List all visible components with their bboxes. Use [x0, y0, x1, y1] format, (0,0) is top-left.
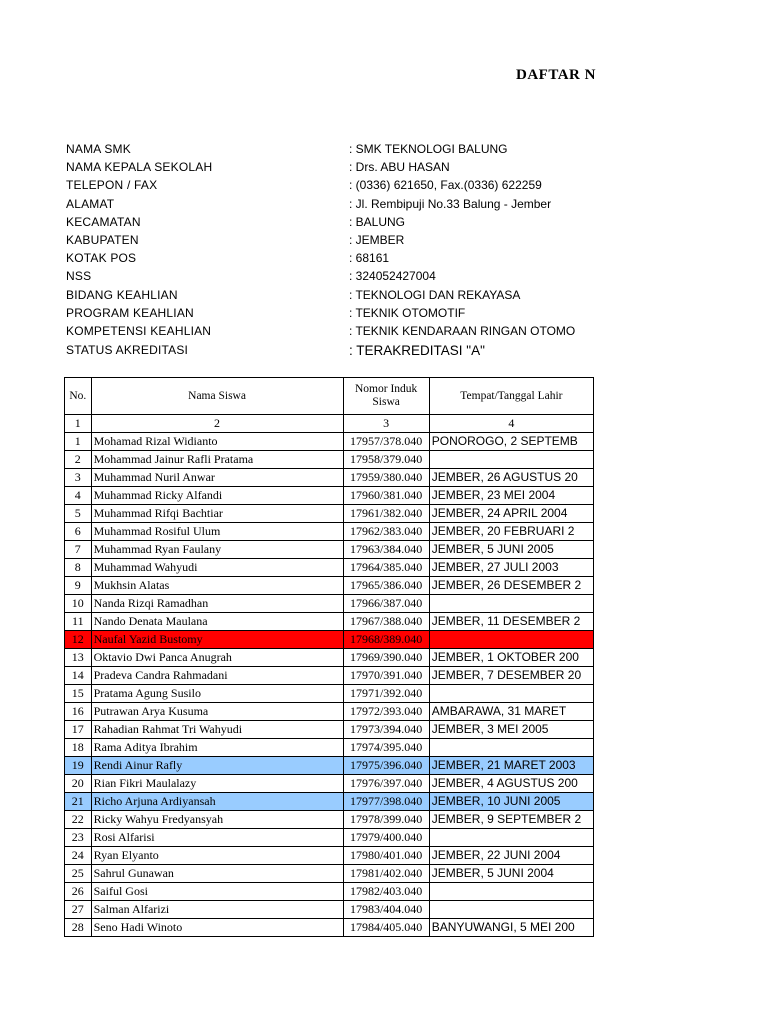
table-row — [65, 433, 594, 451]
cell-tempat-tanggal-lahir: JEMBER, 22 JUNI 2004 — [429, 847, 593, 865]
table-row — [65, 577, 594, 595]
cell-tempat-tanggal-lahir: JEMBER, 7 DESEMBER 20 — [429, 667, 593, 685]
cell-nama-siswa: Pratama Agung Susilo — [91, 685, 343, 703]
cell-nama-siswa: Rian Fikri Maulalazy — [91, 775, 343, 793]
cell-tempat-tanggal-lahir — [429, 829, 593, 847]
cell-nomor-induk: 17964/385.040 — [343, 559, 429, 577]
cell-no: 19 — [65, 757, 92, 775]
info-value: : 324052427004 — [349, 269, 436, 284]
cell-no: 8 — [65, 559, 92, 577]
column-number-row — [65, 415, 594, 433]
table-row — [65, 829, 594, 847]
info-value: : Jl. Rembipuji No.33 Balung - Jember — [349, 196, 552, 211]
cell-nama-siswa: Sahrul Gunawan — [91, 865, 343, 883]
cell-nomor-induk: 17965/386.040 — [343, 577, 429, 595]
cell-nama-siswa: Muhammad Nuril Anwar — [91, 469, 343, 487]
cell-tempat-tanggal-lahir: JEMBER, 3 MEI 2005 — [429, 721, 593, 739]
table-row — [65, 451, 594, 469]
cell-no: 17 — [65, 721, 92, 739]
info-label: KOMPETENSI KEAHLIAN — [66, 324, 212, 338]
cell-nomor-induk: 17973/394.040 — [343, 721, 429, 739]
cell-tempat-tanggal-lahir: JEMBER, 20 FEBRUARI 2 — [429, 523, 593, 541]
info-value: : TERAKREDITASI "A" — [349, 343, 485, 359]
cell-nomor-induk: 17963/384.040 — [343, 541, 429, 559]
table-row — [65, 847, 594, 865]
cell-tempat-tanggal-lahir: PONOROGO, 2 SEPTEMB — [429, 433, 593, 451]
cell-nomor-induk: 17975/396.040 — [343, 757, 429, 775]
cell-nama-siswa: Richo Arjuna Ardiyansah — [91, 793, 343, 811]
cell-nomor-induk: 17968/389.040 — [343, 631, 429, 649]
cell-nama-siswa: Nanda Rizqi Ramadhan — [91, 595, 343, 613]
cell-tempat-tanggal-lahir: JEMBER, 9 SEPTEMBER 2 — [429, 811, 593, 829]
cell-tempat-tanggal-lahir: AMBARAWA, 31 MARET — [429, 703, 593, 721]
info-label: TELEPON / FAX — [66, 178, 158, 193]
cell-no: 4 — [65, 487, 92, 505]
column-number: 1 — [65, 415, 92, 433]
cell-nomor-induk: 17984/405.040 — [343, 919, 429, 937]
cell-nama-siswa: Salman Alfarizi — [91, 901, 343, 919]
info-label: PROGRAM KEAHLIAN — [66, 305, 194, 320]
cell-tempat-tanggal-lahir — [429, 901, 593, 919]
cell-nomor-induk: 17969/390.040 — [343, 649, 429, 667]
cell-nomor-induk: 17962/383.040 — [343, 523, 429, 541]
table-row — [65, 775, 594, 793]
table-header-row — [65, 378, 594, 415]
cell-nama-siswa: Oktavio Dwi Panca Anugrah — [91, 649, 343, 667]
cell-nama-siswa: Ryan Elyanto — [91, 847, 343, 865]
cell-no: 12 — [65, 631, 92, 649]
cell-no: 26 — [65, 883, 92, 901]
table-row — [65, 865, 594, 883]
header-nomor-induk: Nomor Induk Siswa — [343, 378, 429, 415]
cell-no: 7 — [65, 541, 92, 559]
cell-nama-siswa: Nando Denata Maulana — [91, 613, 343, 631]
cell-tempat-tanggal-lahir: JEMBER, 21 MARET 2003 — [429, 757, 593, 775]
cell-no: 5 — [65, 505, 92, 523]
cell-no: 28 — [65, 919, 92, 937]
cell-nomor-induk: 17966/387.040 — [343, 595, 429, 613]
table-row — [65, 739, 594, 757]
cell-nama-siswa: Rahadian Rahmat Tri Wahyudi — [91, 721, 343, 739]
cell-tempat-tanggal-lahir: JEMBER, 1 OKTOBER 200 — [429, 649, 593, 667]
cell-tempat-tanggal-lahir: JEMBER, 27 JULI 2003 — [429, 559, 593, 577]
cell-nama-siswa: Mohammad Jainur Rafli Pratama — [91, 451, 343, 469]
cell-nomor-induk: 17970/391.040 — [343, 667, 429, 685]
cell-no: 16 — [65, 703, 92, 721]
info-value: : TEKNIK KENDARAAN RINGAN OTOMO — [349, 324, 576, 338]
info-value: : JEMBER — [349, 233, 405, 247]
cell-nomor-induk: 17961/382.040 — [343, 505, 429, 523]
cell-nomor-induk: 17974/395.040 — [343, 739, 429, 757]
cell-nama-siswa: Muhammad Ricky Alfandi — [91, 487, 343, 505]
cell-tempat-tanggal-lahir: JEMBER, 26 AGUSTUS 20 — [429, 469, 593, 487]
table-row — [65, 919, 594, 937]
cell-nomor-induk: 17957/378.040 — [343, 433, 429, 451]
table-row — [65, 883, 594, 901]
cell-tempat-tanggal-lahir — [429, 883, 593, 901]
cell-nomor-induk: 17960/381.040 — [343, 487, 429, 505]
cell-nama-siswa: Seno Hadi Winoto — [91, 919, 343, 937]
cell-nomor-induk: 17958/379.040 — [343, 451, 429, 469]
cell-no: 3 — [65, 469, 92, 487]
cell-nama-siswa: Muhammad Ryan Faulany — [91, 541, 343, 559]
cell-no: 24 — [65, 847, 92, 865]
table-row — [65, 613, 594, 631]
table-row — [65, 541, 594, 559]
cell-no: 10 — [65, 595, 92, 613]
info-label: NSS — [66, 269, 92, 284]
table-row — [65, 667, 594, 685]
info-value: : SMK TEKNOLOGI BALUNG — [349, 142, 508, 156]
info-label: KECAMATAN — [66, 214, 141, 229]
cell-tempat-tanggal-lahir: JEMBER, 4 AGUSTUS 200 — [429, 775, 593, 793]
cell-no: 21 — [65, 793, 92, 811]
table-row — [65, 469, 594, 487]
cell-nomor-induk: 17972/393.040 — [343, 703, 429, 721]
cell-nama-siswa: Ricky Wahyu Fredyansyah — [91, 811, 343, 829]
cell-no: 14 — [65, 667, 92, 685]
table-row — [65, 901, 594, 919]
student-table — [64, 377, 594, 937]
cell-nama-siswa: Putrawan Arya Kusuma — [91, 703, 343, 721]
info-value: : TEKNIK OTOMOTIF — [349, 305, 466, 320]
header-nama-siswa: Nama Siswa — [91, 378, 343, 415]
cell-tempat-tanggal-lahir — [429, 595, 593, 613]
info-label: KABUPATEN — [66, 233, 139, 247]
info-label: KOTAK POS — [66, 251, 137, 266]
cell-no: 1 — [65, 433, 92, 451]
table-row — [65, 523, 594, 541]
table-row — [65, 721, 594, 739]
cell-tempat-tanggal-lahir: JEMBER, 26 DESEMBER 2 — [429, 577, 593, 595]
info-value: : 68161 — [349, 251, 390, 266]
cell-no: 18 — [65, 739, 92, 757]
cell-no: 15 — [65, 685, 92, 703]
cell-no: 25 — [65, 865, 92, 883]
info-value: : TEKNOLOGI DAN REKAYASA — [349, 287, 521, 302]
info-value: : (0336) 621650, Fax.(0336) 622259 — [349, 178, 542, 193]
cell-nomor-induk: 17959/380.040 — [343, 469, 429, 487]
info-value: : Drs. ABU HASAN — [349, 160, 450, 175]
table-row — [65, 631, 594, 649]
cell-no: 23 — [65, 829, 92, 847]
cell-tempat-tanggal-lahir: JEMBER, 5 JUNI 2005 — [429, 541, 593, 559]
table-row — [65, 505, 594, 523]
table-row — [65, 487, 594, 505]
cell-nama-siswa: Muhammad Wahyudi — [91, 559, 343, 577]
table-row — [65, 685, 594, 703]
cell-tempat-tanggal-lahir: JEMBER, 10 JUNI 2005 — [429, 793, 593, 811]
cell-no: 9 — [65, 577, 92, 595]
info-label: NAMA SMK — [66, 142, 131, 156]
info-value: : BALUNG — [349, 214, 406, 229]
cell-tempat-tanggal-lahir: JEMBER, 5 JUNI 2004 — [429, 865, 593, 883]
cell-no: 22 — [65, 811, 92, 829]
cell-nama-siswa: Mohamad Rizal Widianto — [91, 433, 343, 451]
info-label: BIDANG KEAHLIAN — [66, 287, 178, 302]
table-row — [65, 703, 594, 721]
cell-nama-siswa: Muhammad Rifqi Bachtiar — [91, 505, 343, 523]
cell-tempat-tanggal-lahir — [429, 685, 593, 703]
table-row — [65, 793, 594, 811]
table-row — [65, 649, 594, 667]
cell-no: 6 — [65, 523, 92, 541]
table-row — [65, 811, 594, 829]
cell-tempat-tanggal-lahir: JEMBER, 24 APRIL 2004 — [429, 505, 593, 523]
cell-no: 11 — [65, 613, 92, 631]
cell-nomor-induk: 17971/392.040 — [343, 685, 429, 703]
document-title: DAFTAR N — [516, 67, 596, 83]
cell-nama-siswa: Rosi Alfarisi — [91, 829, 343, 847]
column-number: 2 — [91, 415, 343, 433]
header-tempat-tanggal-lahir: Tempat/Tanggal Lahir — [429, 378, 593, 415]
cell-nomor-induk: 17976/397.040 — [343, 775, 429, 793]
cell-no: 2 — [65, 451, 92, 469]
cell-nama-siswa: Mukhsin Alatas — [91, 577, 343, 595]
table-row — [65, 559, 594, 577]
info-label: NAMA KEPALA SEKOLAH — [66, 160, 213, 175]
cell-nomor-induk: 17982/403.040 — [343, 883, 429, 901]
cell-no: 27 — [65, 901, 92, 919]
column-number: 3 — [343, 415, 429, 433]
info-label: ALAMAT — [66, 196, 115, 211]
cell-tempat-tanggal-lahir — [429, 451, 593, 469]
cell-nama-siswa: Rendi Ainur Rafly — [91, 757, 343, 775]
cell-tempat-tanggal-lahir — [429, 739, 593, 757]
cell-nomor-induk: 17981/402.040 — [343, 865, 429, 883]
cell-nama-siswa: Rama Aditya Ibrahim — [91, 739, 343, 757]
header-no: No. — [65, 378, 92, 415]
cell-nama-siswa: Pradeva Candra Rahmadani — [91, 667, 343, 685]
cell-nomor-induk: 17978/399.040 — [343, 811, 429, 829]
cell-nomor-induk: 17983/404.040 — [343, 901, 429, 919]
cell-nama-siswa: Muhammad Rosiful Ulum — [91, 523, 343, 541]
table-row — [65, 595, 594, 613]
cell-nomor-induk: 17977/398.040 — [343, 793, 429, 811]
info-label: STATUS AKREDITASI — [66, 343, 189, 358]
cell-nama-siswa: Naufal Yazid Bustomy — [91, 631, 343, 649]
cell-no: 20 — [65, 775, 92, 793]
cell-tempat-tanggal-lahir: JEMBER, 11 DESEMBER 2 — [429, 613, 593, 631]
cell-nomor-induk: 17967/388.040 — [343, 613, 429, 631]
cell-tempat-tanggal-lahir: JEMBER, 23 MEI 2004 — [429, 487, 593, 505]
cell-no: 13 — [65, 649, 92, 667]
cell-tempat-tanggal-lahir: BANYUWANGI, 5 MEI 200 — [429, 919, 593, 937]
cell-nama-siswa: Saiful Gosi — [91, 883, 343, 901]
table-row — [65, 757, 594, 775]
student-table-wrapper — [64, 377, 594, 937]
column-number: 4 — [429, 415, 593, 433]
cell-tempat-tanggal-lahir — [429, 631, 593, 649]
cell-nomor-induk: 17980/401.040 — [343, 847, 429, 865]
cell-nomor-induk: 17979/400.040 — [343, 829, 429, 847]
